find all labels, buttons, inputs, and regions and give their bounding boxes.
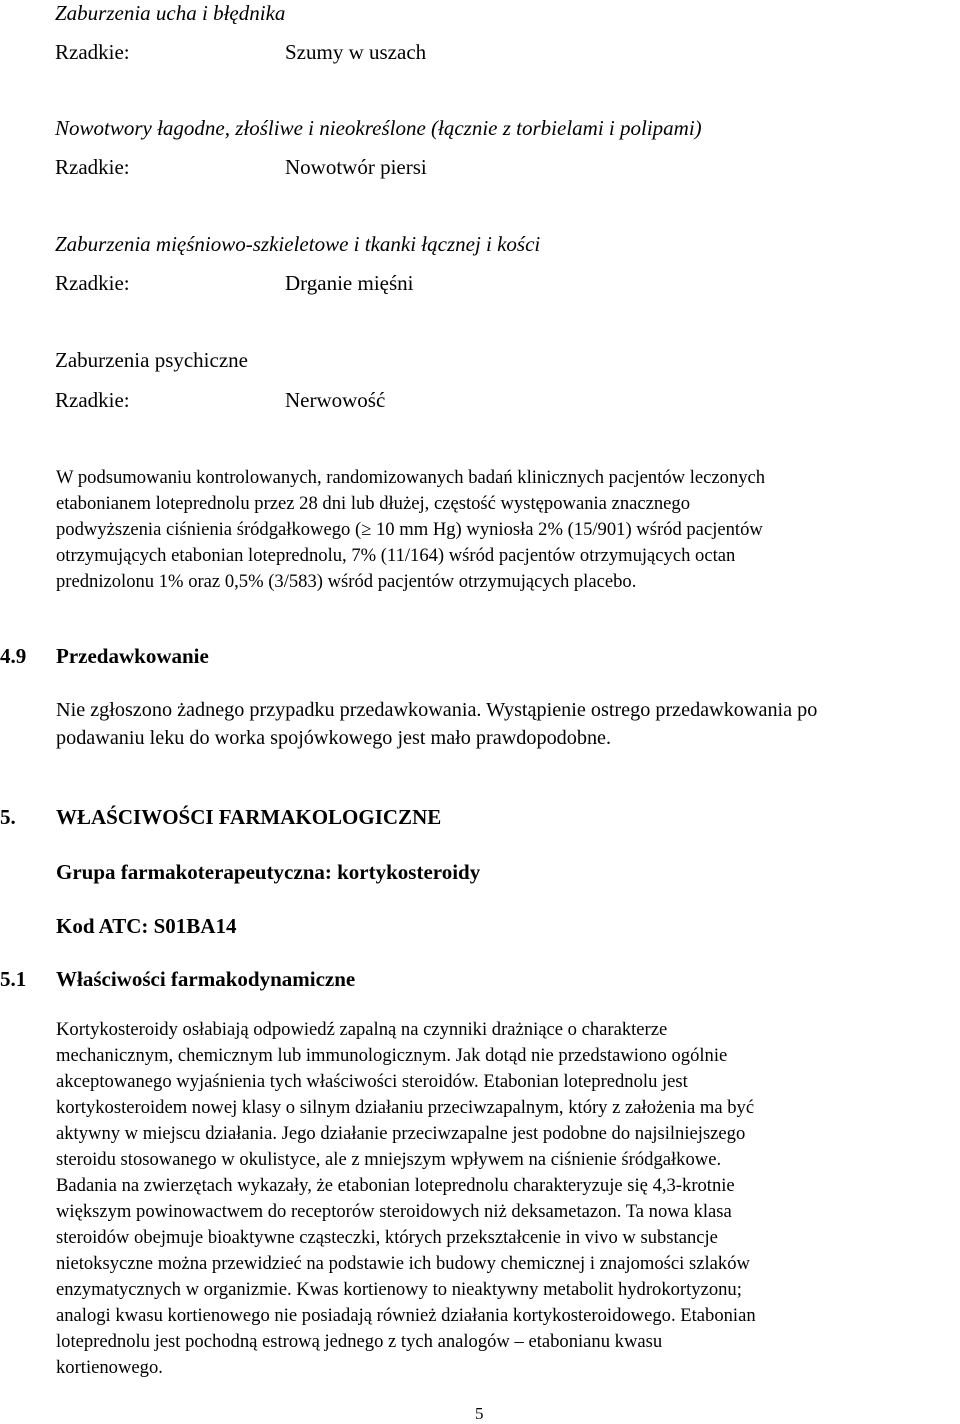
section-heading-musculoskeletal: Zaburzenia mięśniowo-szkieletowe i tkanki łącznej i kości (55, 232, 541, 256)
reaction-text: Drganie mięśni (285, 271, 414, 295)
section-title-pharmacodynamic: Właściwości farmakodynamiczne (56, 967, 356, 991)
page-number: 5 (475, 1404, 484, 1423)
paragraph-line: aktywny w miejscu działania. Jego działanie przeciwzapalne jest podobne do najsilniejszego (56, 1123, 746, 1144)
section-heading-neoplasms: Nowotwory łagodne, złośliwe i nieokreślone (łącznie z torbielami i polipami) (55, 116, 702, 140)
paragraph-line: nietoksyczne można przewidzieć na podstawie ich budowy chemicznej i znajomości szlaków (56, 1253, 750, 1274)
frequency-label: Rzadkie: (55, 155, 130, 179)
section-title-overdose: Przedawkowanie (56, 644, 209, 668)
paragraph-line: analogi kwasu kortienowego nie posiadają również działania kortykosteroidowego. Etabonian (56, 1305, 756, 1326)
section-heading-ear: Zaburzenia ucha i błędnika (55, 1, 286, 25)
pharmacodynamic-paragraph (56, 1017, 756, 1381)
reaction-text: Szumy w uszach (285, 40, 427, 64)
section-number: 5.1 (0, 967, 27, 991)
overdose-paragraph (56, 696, 817, 752)
paragraph-line: kortykosteroidem nowej klasy o silnym działaniu przeciwzapalnym, który z założenia ma być (56, 1097, 755, 1118)
paragraph-line: podawaniu leku do worka spojówkowego jest mało prawdopodobne. (56, 727, 612, 749)
atc-code: Kod ATC: S01BA14 (56, 914, 237, 938)
paragraph-line: enzymatycznych w organizmie. Kwas kortienowy to nieaktywny metabolit hydrokortyzonu; (56, 1279, 742, 1300)
paragraph-line: Kortykosteroidy osłabiają odpowiedź zapalną na czynniki drażniące o charakterze (56, 1019, 668, 1040)
paragraph-line: akceptowanego wyjaśnienia tych właściwości steroidów. Etabonian loteprednolu jest (56, 1071, 688, 1092)
paragraph-line: steroidów obejmuje bioaktywne cząsteczki, których przekształcenie in vivo w substancje (56, 1227, 718, 1248)
paragraph-line: Badania na zwierzętach wykazały, że etabonian loteprednolu charakteryzuje się 4,3-krotnie (56, 1175, 735, 1196)
reaction-text: Nowotwór piersi (285, 155, 427, 179)
frequency-label: Rzadkie: (55, 388, 130, 412)
section-number: 4.9 (0, 644, 27, 668)
paragraph-line: większym powinowactwem do receptorów steroidowych niż deksametazon. Ta nowa klasa (56, 1201, 732, 1222)
pharmacotherapeutic-group: Grupa farmakoterapeutyczna: kortykosteroidy (56, 860, 481, 884)
summary-paragraph (56, 465, 765, 595)
paragraph-line: otrzymujących etabonian loteprednolu, 7% (11/164) wśród pacjentów otrzymujących octan (56, 545, 736, 566)
paragraph-line: podwyższenia ciśnienia śródgałkowego (≥ 10 mm Hg) wyniosła 2% (15/901) wśród pacjentów (56, 519, 763, 540)
section-title-pharmacological: WŁAŚCIWOŚCI FARMAKOLOGICZNE (56, 805, 442, 829)
frequency-label: Rzadkie: (55, 271, 130, 295)
reaction-text: Nerwowość (285, 388, 386, 412)
paragraph-line: kortienowego. (56, 1357, 163, 1378)
paragraph-line: Nie zgłoszono żadnego przypadku przedawkowania. Wystąpienie ostrego przedawkowania po (56, 699, 818, 721)
section-heading-psychiatric: Zaburzenia psychiczne (55, 348, 248, 372)
section-number: 5. (0, 805, 16, 829)
paragraph-line: loteprednolu jest pochodną estrową jednego z tych analogów – etabonianu kwasu (56, 1331, 663, 1352)
paragraph-line: etabonianem loteprednolu przez 28 dni lub dłużej, częstość występowania znacznego (56, 493, 691, 514)
paragraph-line: mechanicznym, chemicznym lub immunologicznym. Jak dotąd nie przedstawiono ogólnie (56, 1045, 728, 1066)
frequency-label: Rzadkie: (55, 40, 130, 64)
paragraph-line: prednizolonu 1% oraz 0,5% (3/583) wśród pacjentów otrzymujących placebo. (56, 571, 637, 592)
paragraph-line: steroidu stosowanego w okulistyce, ale z mniejszym wpływem na ciśnienie śródgałkowe. (56, 1149, 722, 1170)
paragraph-line: W podsumowaniu kontrolowanych, randomizowanych badań klinicznych pacjentów leczonych (56, 467, 766, 488)
